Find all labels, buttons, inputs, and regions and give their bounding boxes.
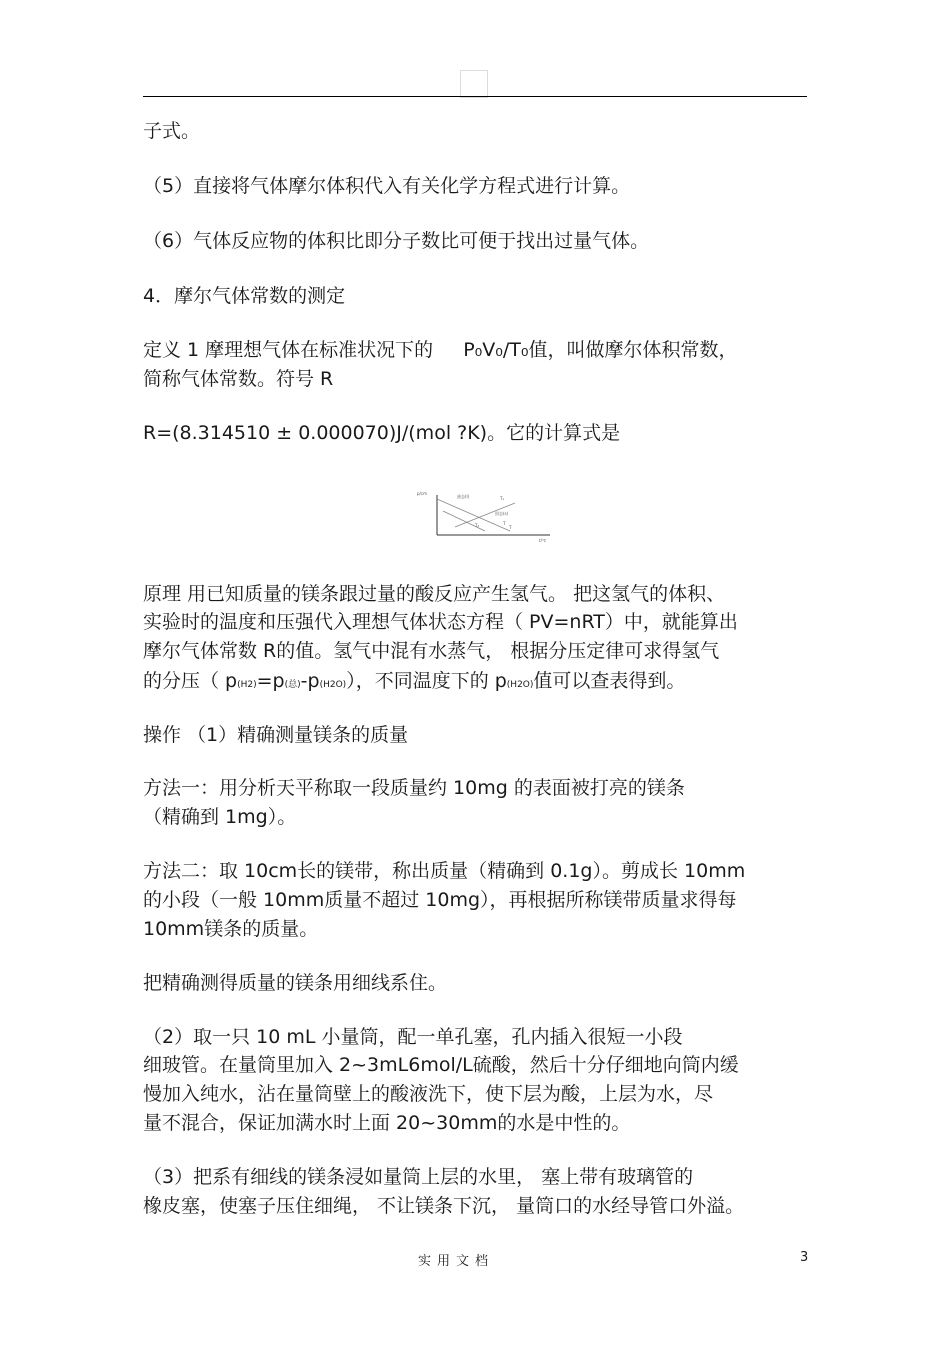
subscript-total: (总) bbox=[284, 680, 301, 690]
text-line-2: （5）直接将气体摩尔体积代入有关化学方程式进行计算。 bbox=[143, 175, 631, 197]
definition-text: 定义 1 摩理想气体在标准状况下的 bbox=[143, 339, 434, 361]
text-line-20: 细玻管。在量筒里加入 2~3mL6mol/L硫酸，然后十分仔细地向筒内缓 bbox=[143, 1054, 739, 1076]
text-line-3: （6）气体反应物的体积比即分子数比可便于找出过量气体。 bbox=[143, 230, 650, 252]
text-line-21: 慢加入纯水，沾在量筒壁上的酸液洗下，使下层为酸，上层为水，尽 bbox=[143, 1083, 714, 1105]
text-line-11 bbox=[143, 668, 685, 698]
x-axis-label: t/℃ bbox=[539, 538, 547, 543]
text-line-15: 方法二：取 10cm长的镁带，称出质量（精确到 0.1g）。剪成长 10mm bbox=[143, 860, 746, 882]
footer-text: 实用文档 bbox=[418, 1254, 495, 1269]
text-line-5 bbox=[143, 337, 738, 363]
text-line-17: 10mm镁条的质量。 bbox=[143, 918, 319, 940]
text-line-6: 简称气体常数。符号 R bbox=[143, 368, 334, 390]
text-line-9: 实验时的温度和压强代入理想气体状态方程（ PV=nRT）中，就能算出 bbox=[143, 611, 738, 633]
text-line-24: 橡皮塞，使塞子压住细绳， 不让镁条下沉， 量筒口的水经导管口外溢。 bbox=[143, 1195, 745, 1217]
text-line-19: （2）取一只 10 mL 小量筒，配一单孔塞，孔内插入很短一小段 bbox=[143, 1026, 683, 1048]
definition-formula: P₀V₀/T₀值，叫做摩尔体积常数， bbox=[463, 339, 738, 361]
figure-label-liquid: 液态(l) bbox=[457, 494, 470, 499]
text-line-18: 把精确测得质量的镁条用细线系住。 bbox=[143, 972, 448, 994]
partial-pressure-text-b: =p bbox=[256, 670, 285, 692]
text-line-23: （3）把系有细线的镁条浸如量筒上层的水里， 塞上带有玻璃管的 bbox=[143, 1166, 694, 1188]
partial-pressure-text-e: 值可以查表得到。 bbox=[533, 670, 686, 692]
partial-pressure-text-c: -p bbox=[300, 670, 320, 692]
header-rule bbox=[143, 96, 807, 97]
figure-label-t1: T₁ bbox=[500, 496, 505, 501]
text-line-1: 子式。 bbox=[143, 120, 201, 142]
header-logo-box bbox=[460, 70, 488, 98]
y-axis-label: p/cm bbox=[417, 491, 427, 496]
text-line-12: 操作 （1）精确测量镁条的质量 bbox=[143, 724, 409, 746]
subscript-h2o: (H2O) bbox=[319, 680, 347, 690]
page-number: 3 bbox=[800, 1250, 809, 1265]
text-line-10: 摩尔气体常数 R的值。氢气中混有水蒸气， 根据分压定律可求得氢气 bbox=[143, 640, 720, 662]
subscript-h2o-2: (H2O) bbox=[506, 680, 534, 690]
text-line-13: 方法一：用分析天平称取一段质量约 10mg 的表面被打亮的镁条 bbox=[143, 777, 685, 799]
partial-pressure-text-a: 的分压（ p bbox=[143, 670, 238, 692]
figure-label-solid: 固态(s) bbox=[495, 511, 509, 516]
subscript-h2: (H2) bbox=[237, 680, 257, 690]
partial-pressure-text-d: ），不同温度下的 p bbox=[346, 670, 507, 692]
text-line-22: 量不混合，保证加满水时上面 20~30mm的水是中性的。 bbox=[143, 1112, 631, 1134]
text-line-7: R=(8.314510 ± 0.000070)J/(mol ?K)。它的计算式是 bbox=[143, 422, 621, 444]
phase-diagram-figure bbox=[415, 487, 555, 545]
text-line-8: 原理 用已知质量的镁条跟过量的酸反应产生氢气。 把这氢气的体积、 bbox=[143, 583, 726, 605]
figure-label-t2: T₂ bbox=[475, 523, 480, 528]
text-line-16: 的小段（一般 10mm质量不超过 10mg），再根据所称镁带质量求得每 bbox=[143, 889, 737, 911]
section-heading: 4．摩尔气体常数的测定 bbox=[143, 285, 346, 307]
figure-label-t4: T bbox=[509, 525, 512, 530]
text-line-14: （精确到 1mg）。 bbox=[143, 806, 297, 828]
figure-label-t3: T bbox=[503, 521, 506, 526]
